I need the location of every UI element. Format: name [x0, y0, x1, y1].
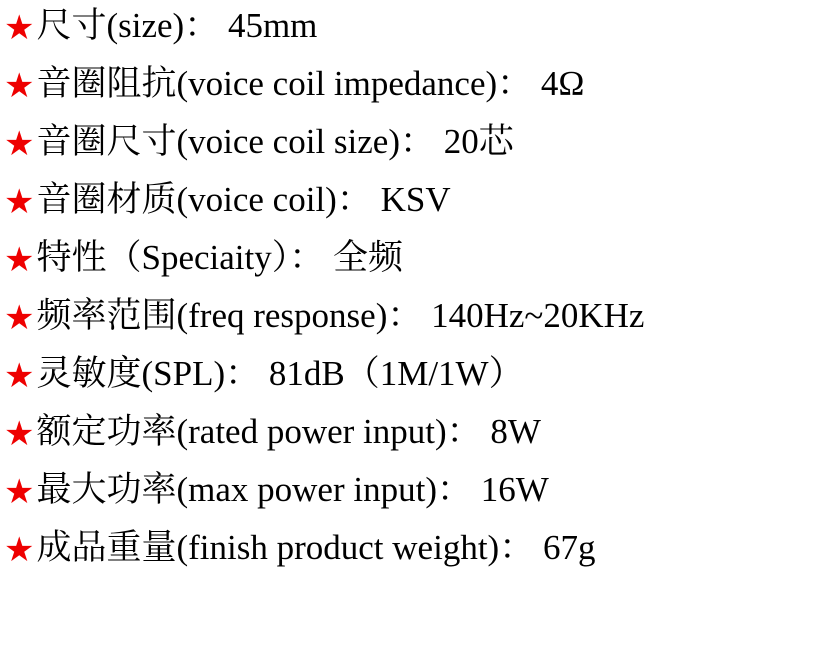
list-item — [4, 124, 827, 182]
star-icon: ★ — [4, 300, 35, 337]
list-item — [4, 530, 827, 588]
star-icon: ★ — [4, 184, 35, 221]
star-icon: ★ — [4, 358, 35, 395]
spec-text: 最大功率(max power input)： 16W — [36, 470, 549, 509]
list-item — [4, 472, 827, 530]
list-item — [4, 414, 827, 472]
spec-text: 特性（Speciaity）： 全频 — [36, 238, 403, 277]
spec-text: 灵敏度(SPL)： 81dB（1M/1W） — [36, 354, 524, 393]
list-item — [4, 182, 827, 240]
star-icon: ★ — [4, 532, 35, 569]
star-icon: ★ — [4, 474, 35, 511]
spec-text: 尺寸(size)： 45mm — [36, 6, 318, 45]
star-icon: ★ — [4, 68, 35, 105]
list-item — [4, 8, 827, 66]
list-item — [4, 240, 827, 298]
star-icon: ★ — [4, 242, 35, 279]
spec-text: 音圈阻抗(voice coil impedance)： 4Ω — [36, 64, 585, 103]
star-icon: ★ — [4, 416, 35, 453]
spec-text: 成品重量(finish product weight)： 67g — [36, 528, 596, 567]
spec-text: 额定功率(rated power input)： 8W — [36, 412, 541, 451]
spec-text: 音圈尺寸(voice coil size)： 20芯 — [36, 122, 514, 161]
star-icon: ★ — [4, 10, 35, 47]
list-item — [4, 356, 827, 414]
list-item — [4, 66, 827, 124]
list-item — [4, 298, 827, 356]
star-icon: ★ — [4, 126, 35, 163]
spec-text: 音圈材质(voice coil)： KSV — [36, 180, 451, 219]
spec-text: 频率范围(freq response)： 140Hz~20KHz — [36, 296, 645, 335]
